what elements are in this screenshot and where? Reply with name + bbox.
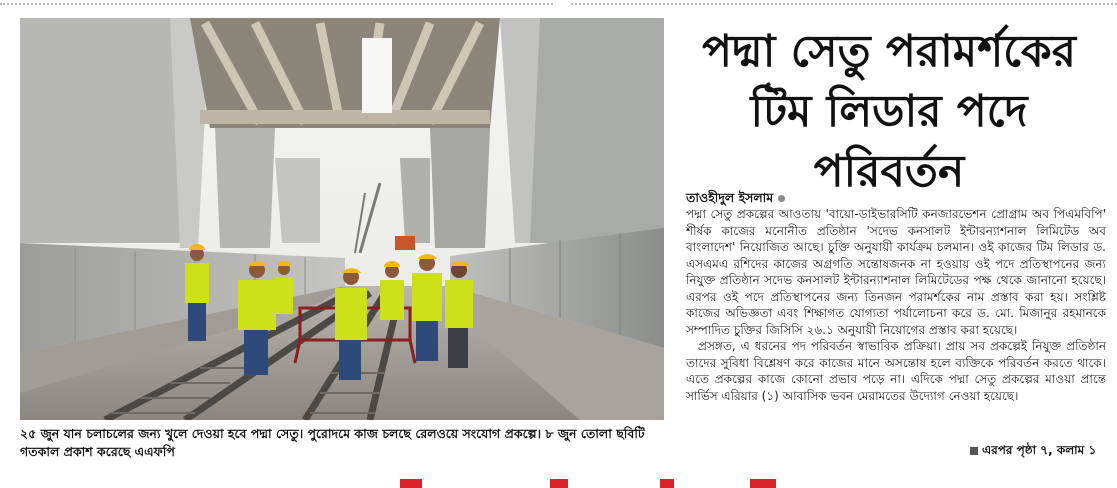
- photo-caption: ২৫ জুন যান চলাচলের জন্য খুলে দেওয়া হবে পদ্মা সেতু। পুরোদমে কাজ চলছে রেলওয়ে সংযোগ প্রকল্পে। ৮ জুন তোলা ছবিটি গতকাল প্রকাশ করেছে এএফপি: [20, 426, 645, 459]
- rule-gap: [555, 0, 569, 8]
- article-paragraph-1: পদ্মা সেতু প্রকল্পের আওতায় 'বায়ো-ডাইভারসিটি কনজারভেশন প্রোগ্রাম অব পিএমবিপি' শীর্ষক কাজের মনোনীত প্রতিষ্ঠান 'সদেভ কনসালট ইন্টারন্যাশনাল লিমিটেড অব বাংলাদেশ' নিয়োজিত আছে। চুক্তি অনুযায়ী কার্যক্রম চলমান। ওই কাজের টিম লিডার ড. এসএমএ রশিদের কাজের অগ্রগতি সন্তোষজনক না হওয়ায় ওই পদে প্রতিস্থাপনের জন্য নিযুক্ত প্রতিষ্ঠান সদেভ কনসালট ইন্টারন্যাশনাল লিমিটেডের পক্ষ থেকে জানানো হয়েছে। এরপর ওই পদে প্রতিস্থাপনের জন্য তিনজন পরামর্শকের নাম প্রস্তাব করা হয়। সংশ্লিষ্ট কাজের অভিজ্ঞতা এবং শিক্ষাগত যোগ্যতা পর্যালোচনা করে ড. মো. মিজানুর রহমানকে সম্পাদিত চুক্তির জিসিসি ২৬.১ অনুযায়ী নিয়োগের প্রস্তাব করা হয়েছে।: [686, 207, 1106, 337]
- continued-jump-line[interactable]: [970, 442, 1096, 462]
- bridge-photo-illustration: [20, 18, 664, 420]
- news-photo: [20, 18, 664, 420]
- article-body: [686, 206, 1106, 404]
- author-name: তাওহীদুল ইসলাম: [686, 190, 774, 205]
- jump-text: এরপর পৃষ্ঠা ৭, কলাম ১: [982, 443, 1097, 457]
- headline-line-1: পদ্মা সেতু পরামর্শকের: [702, 26, 1076, 77]
- square-bullet-icon: [970, 447, 978, 455]
- article-headline[interactable]: [676, 22, 1102, 202]
- red-stroke: [550, 479, 568, 488]
- red-stroke: [750, 479, 776, 488]
- headline-line-2: টিম লিডার পদে: [750, 86, 1028, 137]
- article-paragraph-2: প্রসঙ্গত, এ ধরনের পদ পরিবর্তন স্বাভাবিক প্রক্রিয়া। প্রায় সব প্রকল্পেই নিযুক্ত প্রতিষ্ঠান তাদের সুবিধা বিশ্লেষণ করে কাজের মানে অসন্তোষ হলে ব্যক্তিকে পরিবর্তন করতে থাকে। এতে প্রকল্পের কাজে কোনো প্রভাব পড়ে না। এদিকে পদ্মা সেতু প্রকল্পের মাওয়া প্রান্তে সার্ভিস এরিয়ার (১) আবাসিক ভবন মেরামতের উদ্যোগ নেওয়া হয়েছে।: [686, 339, 1106, 403]
- red-stroke: [400, 479, 422, 488]
- next-headline-cropped: [250, 475, 930, 488]
- red-stroke: [660, 479, 674, 488]
- headline-line-3: পরিবর্তন: [813, 146, 965, 197]
- bullet-dot-icon: [778, 195, 785, 202]
